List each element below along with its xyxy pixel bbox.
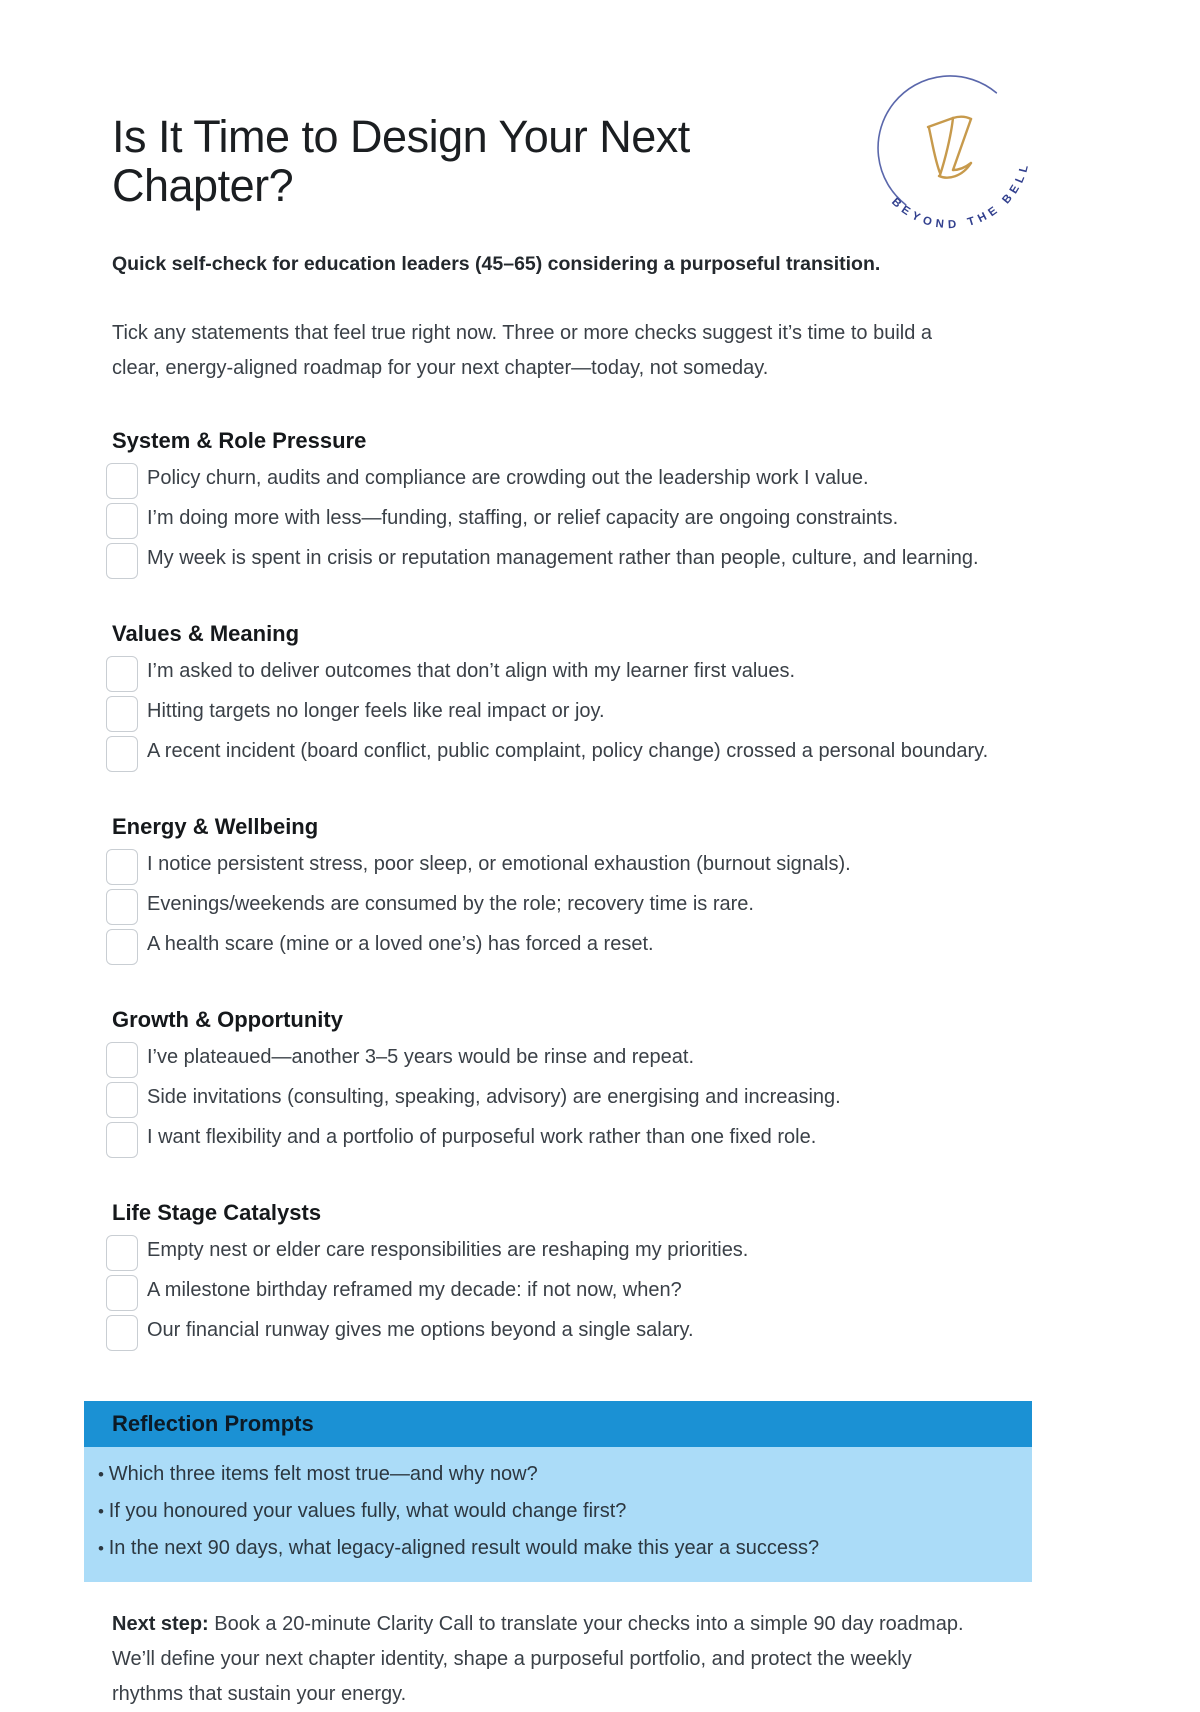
document-subtitle: Quick self-check for education leaders (45–65) considering a purposeful transition.: [112, 253, 881, 275]
checkbox[interactable]: [106, 503, 138, 539]
checkbox[interactable]: [106, 696, 138, 732]
checklist-item-label: I want flexibility and a portfolio of purposeful work rather than one fixed role.: [147, 1126, 817, 1148]
checklist-item-label: I’m asked to deliver outcomes that don’t align with my learner first values.: [147, 660, 796, 682]
reflection-prompts-heading: Reflection Prompts: [84, 1401, 1032, 1447]
checklist-item-label: Empty nest or elder care responsibilities are reshaping my priorities.: [147, 1239, 749, 1261]
checklist-item-label: Evenings/weekends are consumed by the role; recovery time is rare.: [147, 893, 754, 915]
checkbox[interactable]: [106, 929, 138, 965]
checkbox[interactable]: [106, 736, 138, 772]
section-heading: System & Role Pressure: [112, 428, 367, 453]
checklist-item-label: Our financial runway gives me options beyond a single salary.: [147, 1319, 694, 1341]
checklist-item: [106, 846, 1032, 885]
section-heading: Growth & Opportunity: [112, 1007, 343, 1032]
checklist-item: [106, 1272, 1032, 1311]
section-heading: Values & Meaning: [112, 621, 300, 646]
checkbox[interactable]: [106, 543, 138, 579]
checklist-item: [106, 653, 1032, 692]
logo-brand-text: BEYOND THE BELL: [889, 159, 1033, 232]
intro-paragraph: Tick any statements that feel true right now. Three or more checks suggest it’s time to build a clear, energy-aligned roadmap for your next chapter—today, not someday.: [112, 322, 933, 379]
checklist-item: [106, 1039, 1032, 1078]
checklist-item: [106, 1312, 1032, 1351]
checkbox[interactable]: [106, 1122, 138, 1158]
section-growth-opportunity: [84, 1007, 1032, 1158]
checklist-item-label: Hitting targets no longer feels like real impact or joy.: [147, 700, 605, 722]
checkbox[interactable]: [106, 849, 138, 885]
section-energy-wellbeing: [84, 814, 1032, 965]
checkbox[interactable]: [106, 656, 138, 692]
checklist-document: [84, 0, 1032, 1712]
checklist-item-label: I notice persistent stress, poor sleep, or emotional exhaustion (burnout signals).: [147, 853, 851, 875]
checklist-item: [106, 460, 1032, 499]
checkbox[interactable]: [106, 1042, 138, 1078]
reflection-prompt: • If you honoured your values fully, what would change first?: [98, 1493, 1004, 1530]
checklist-item-label: Side invitations (consulting, speaking, advisory) are energising and increasing.: [147, 1086, 841, 1108]
checkbox[interactable]: [106, 463, 138, 499]
reflection-prompts-panel: [84, 1401, 1032, 1582]
checklist-item: [106, 540, 1032, 579]
checklist-item-label: A milestone birthday reframed my decade: if not now, when?: [147, 1279, 682, 1301]
checkbox[interactable]: [106, 1315, 138, 1351]
checklist-item-label: My week is spent in crisis or reputation management rather than people, culture, and learning.: [147, 547, 979, 569]
page-title: Is It Time to Design Your Next Chapter?: [112, 111, 690, 211]
checklist-item: [106, 733, 1032, 772]
checklist-item-label: A health scare (mine or a loved one’s) has forced a reset.: [147, 933, 654, 955]
next-step-label: Next step:: [112, 1613, 209, 1635]
reflection-prompt: • In the next 90 days, what legacy-aligned result would make this year a success?: [98, 1530, 1004, 1567]
reflection-prompt: • Which three items felt most true—and why now?: [98, 1456, 1004, 1493]
checkbox[interactable]: [106, 1082, 138, 1118]
checklist-item-label: I’m doing more with less—funding, staffing, or relief capacity are ongoing constraints.: [147, 507, 899, 529]
next-step-paragraph: [112, 1607, 968, 1712]
checkbox[interactable]: [106, 1275, 138, 1311]
checklist-item: [106, 1119, 1032, 1158]
reflection-prompts-body: [84, 1447, 1032, 1582]
checkbox[interactable]: [106, 1235, 138, 1271]
next-step-text: Book a 20-minute Clarity Call to translate your checks into a simple 90 day roadmap. We’ll define your next chapter identity, shape a purposeful portfolio, and protect the weekly rhythms that sustain your energy.: [112, 1613, 964, 1705]
checklist-item-label: I’ve plateaued—another 3–5 years would be rinse and repeat.: [147, 1046, 695, 1068]
section-heading: Life Stage Catalysts: [112, 1200, 322, 1225]
checklist-item-label: Policy churn, audits and compliance are crowding out the leadership work I value.: [147, 467, 869, 489]
checklist-item: [106, 500, 1032, 539]
checklist-item: [106, 926, 1032, 965]
section-heading: Energy & Wellbeing: [112, 814, 319, 839]
checkbox[interactable]: [106, 889, 138, 925]
checklist-item: [106, 1079, 1032, 1118]
checklist-item: [106, 693, 1032, 732]
checklist-item: [106, 886, 1032, 925]
checklist-item-label: A recent incident (board conflict, public complaint, policy change) crossed a personal boundary.: [147, 740, 989, 762]
section-life-stage-catalysts: [84, 1200, 1032, 1351]
checklist-item: [106, 1232, 1032, 1271]
section-values-meaning: [84, 621, 1032, 772]
section-system-role-pressure: [84, 428, 1032, 579]
